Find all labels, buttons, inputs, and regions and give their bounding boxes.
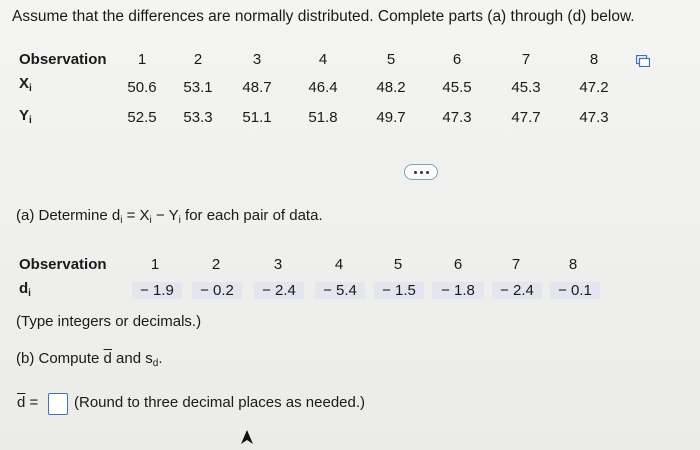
x-value-1: 50.6 <box>127 79 157 96</box>
d-bar-answer-label: $\overline{d}$ = <box>17 394 39 411</box>
obs-5: 5 <box>386 51 396 68</box>
obs-a-1: 1 <box>150 256 160 273</box>
obs-7: 7 <box>521 51 531 68</box>
x-value-8: 47.2 <box>579 79 609 96</box>
d-bar-answer-input[interactable] <box>48 393 68 415</box>
y-value-4: 51.8 <box>308 109 338 126</box>
obs-2: 2 <box>193 51 203 68</box>
d-value-3: − 2.4 <box>254 282 304 299</box>
y-row-label: $Y_i$ <box>19 107 32 126</box>
x-row-label: $X_i$ <box>19 75 32 94</box>
obs-a-2: 2 <box>211 256 221 273</box>
x-value-7: 45.3 <box>511 79 541 96</box>
d-value-1: − 1.9 <box>132 282 182 299</box>
mouse-cursor-icon <box>239 428 255 446</box>
obs-a-5: 5 <box>393 256 403 273</box>
observation-header: Observation <box>19 51 107 68</box>
d-row-label: $d_i$ <box>19 280 31 299</box>
y-value-2: 53.3 <box>183 109 213 126</box>
obs-a-3: 3 <box>273 256 283 273</box>
y-value-1: 52.5 <box>127 109 157 126</box>
obs-a-8: 8 <box>568 256 578 273</box>
obs-a-6: 6 <box>453 256 463 273</box>
obs-a-7: 7 <box>511 256 521 273</box>
x-value-3: 48.7 <box>242 79 272 96</box>
y-value-6: 47.3 <box>442 109 472 126</box>
x-value-4: 46.4 <box>308 79 338 96</box>
obs-1: 1 <box>137 51 147 68</box>
more-ellipsis-icon[interactable] <box>404 164 438 180</box>
obs-8: 8 <box>589 51 599 68</box>
x-value-2: 53.1 <box>183 79 213 96</box>
d-value-6: − 1.8 <box>432 282 484 299</box>
y-value-5: 49.7 <box>376 109 406 126</box>
d-value-4: − 5.4 <box>315 282 365 299</box>
d-value-5: − 1.5 <box>374 282 424 299</box>
d-value-7: − 2.4 <box>492 282 542 299</box>
copy-icon[interactable] <box>636 55 650 67</box>
d-value-8: − 0.1 <box>550 282 600 299</box>
x-value-5: 48.2 <box>376 79 406 96</box>
observation-header-a: Observation <box>19 256 107 273</box>
y-value-7: 47.7 <box>511 109 541 126</box>
y-value-3: 51.1 <box>242 109 272 126</box>
d-value-2: − 0.2 <box>192 282 242 299</box>
part-a-prompt: (a) Determine $d_i = X_i - Y_i$ for each pair of data. <box>16 207 323 226</box>
obs-6: 6 <box>452 51 462 68</box>
y-value-8: 47.3 <box>579 109 609 126</box>
rounding-note: (Round to three decimal places as needed.) <box>74 394 366 411</box>
instructions: Assume that the differences are normally distributed. Complete parts (a) through (d) below. <box>12 8 635 25</box>
obs-3: 3 <box>252 51 262 68</box>
obs-a-4: 4 <box>334 256 344 273</box>
x-value-6: 45.5 <box>442 79 472 96</box>
part-b-prompt: (b) Compute $\overline{d}$ and $s_d$. <box>16 350 163 369</box>
obs-4: 4 <box>318 51 328 68</box>
part-a-note: (Type integers or decimals.) <box>16 313 202 330</box>
